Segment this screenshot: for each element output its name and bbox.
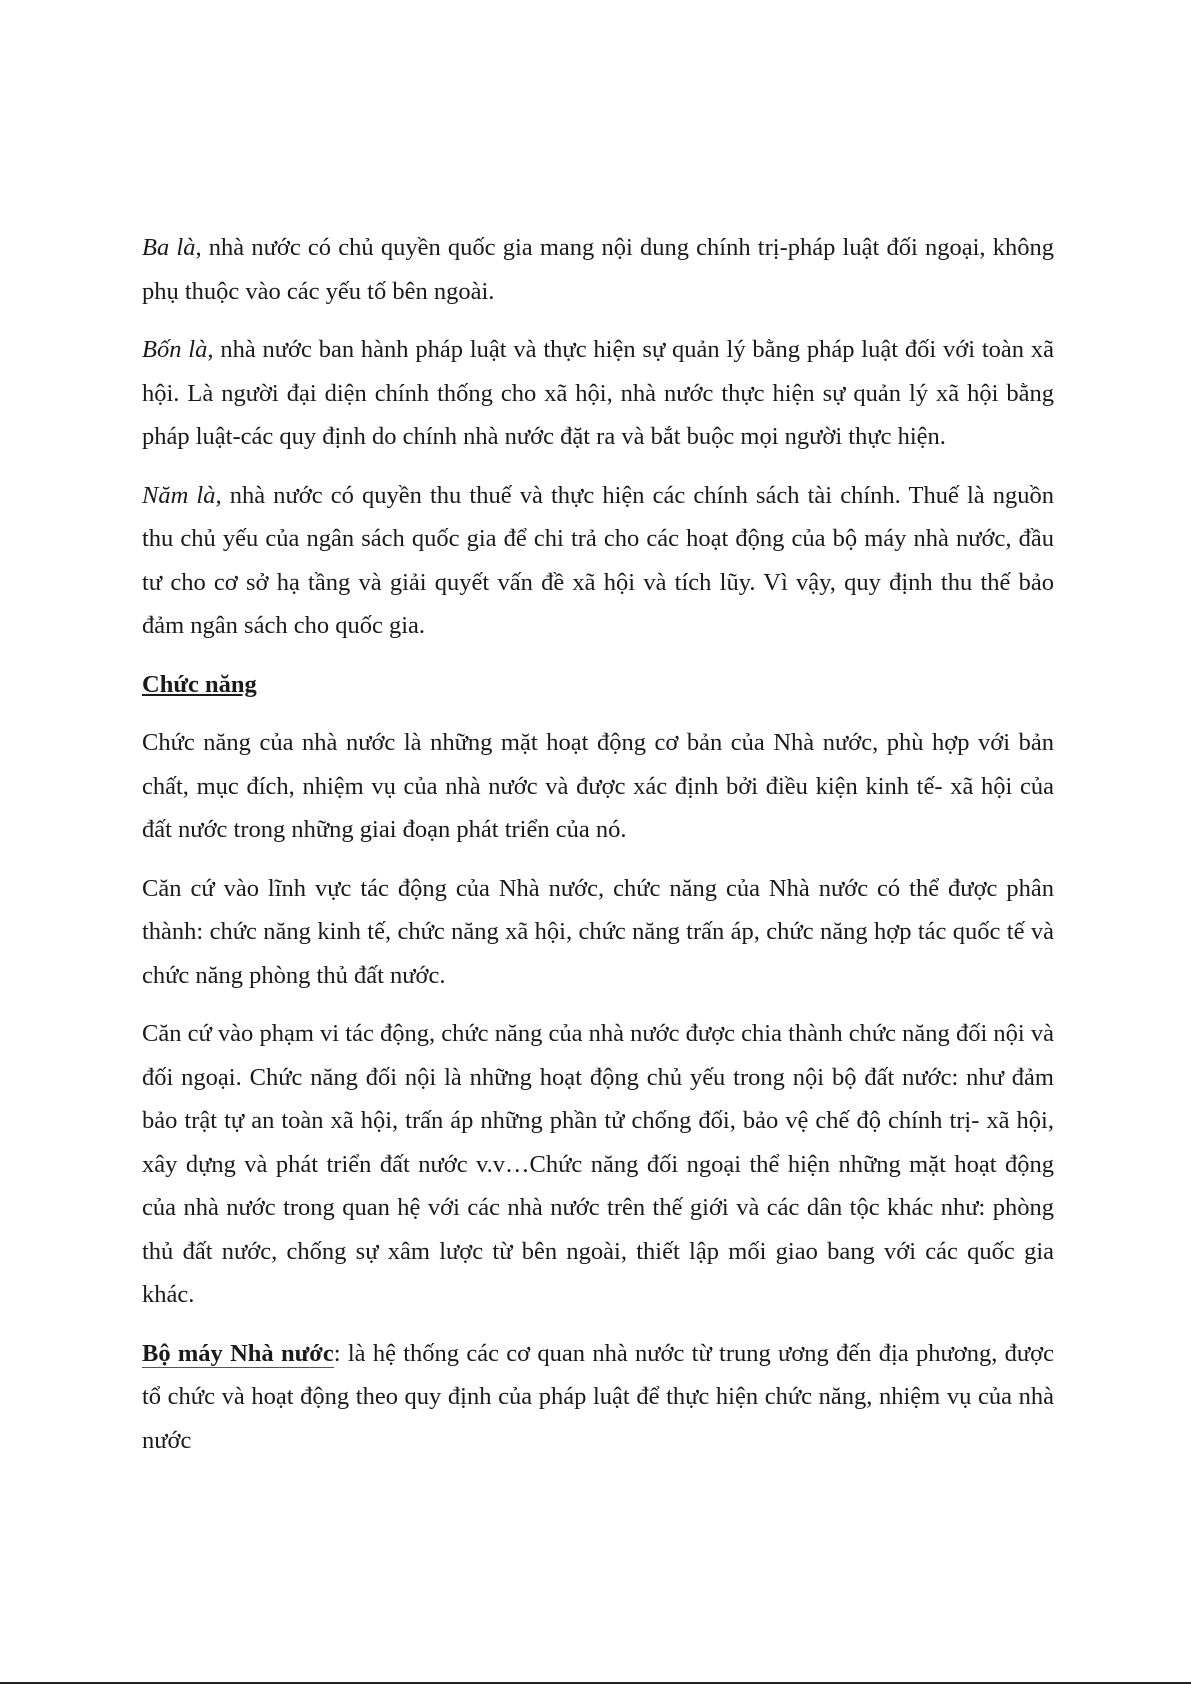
paragraph-lead: Bốn là — [142, 336, 208, 363]
document-page — [142, 226, 1054, 1477]
paragraph-ba-la — [142, 226, 1054, 313]
paragraph-nam-la — [142, 474, 1054, 648]
paragraph-lead: Ba là — [142, 234, 196, 261]
function-paragraph: Căn cứ vào phạm vi tác động, chức năng của nhà nước được chia thành chức năng đối nội và đối ngoại. Chức năng đối nội là những hoạt động chủ yếu trong nội bộ đất nước: như đảm bảo trật tự an toàn xã hội, trấn áp những phần tử chống đối, bảo vệ chế độ chính trị- xã hội, xây dựng và phát triển đất nước v.v…Chức năng đối ngoại thể hiện những mặt hoạt động của nhà nước trong quan hệ với các nhà nước trên thế giới và các dân tộc khác như: phòng thủ đất nước, chống sự xâm lược từ bên ngoài, thiết lập mối giao bang với các quốc gia khác. — [142, 1020, 1054, 1308]
function-paragraph: Căn cứ vào lĩnh vực tác động của Nhà nước, chức năng của Nhà nước có thể được phân thành: chức năng kinh tế, chức năng xã hội, chức năng trấn áp, chức năng hợp tác quốc tế và chức năng phòng thủ đất nước. — [142, 874, 1054, 989]
page-bottom-rule — [0, 1682, 1191, 1684]
paragraph-lead: Năm là, — [142, 481, 222, 509]
apparatus-term: Bộ máy Nhà nước — [142, 1339, 334, 1367]
paragraph-text: nhà nước có quyền thu thuế và thực hiện các chính sách tài chính. Thuế là nguồn thu chủ yếu của ngân sách quốc gia để chi trả cho các hoạt động của bộ máy nhà nước, đầu tư cho cơ sở hạ tầng và giải quyết vấn đề xã hội và tích lũy. Vì vậy, quy định thu thế bảo đảm ngân sách cho quốc gia. — [142, 481, 1055, 639]
apparatus-text: : là hệ thống các cơ quan nhà nước từ trung ương đến địa phương, được tổ chức và hoạt động theo quy định của pháp luật để thực hiện chức năng, nhiệm vụ của nhà nước — [142, 1339, 1054, 1454]
paragraph-bon-la — [142, 328, 1054, 459]
paragraph-text: , nhà nước có chủ quyền quốc gia mang nội dung chính trị-pháp luật đối ngoại, không phụ thuộc vào các yếu tố bên ngoài. — [142, 234, 1054, 305]
function-paragraph: Chức năng của nhà nước là những mặt hoạt động cơ bản của Nhà nước, phù hợp với bản chất, mục đích, nhiệm vụ của nhà nước và được xác định bởi điều kiện kinh tế- xã hội của đất nước trong những giai đoạn phát triển của nó. — [142, 729, 1054, 843]
paragraph-apparatus — [142, 1332, 1054, 1463]
paragraph-text: , nhà nước ban hành pháp luật và thực hiện sự quản lý bằng pháp luật đối với toàn xã hội. Là người đại diện chính thống cho xã hội, nhà nước thực hiện sự quản lý xã hội bằng pháp luật-các quy định do chính nhà nước đặt ra và bắt buộc mọi người thực hiện. — [142, 336, 1054, 450]
section-heading: Chức năng — [142, 670, 257, 698]
